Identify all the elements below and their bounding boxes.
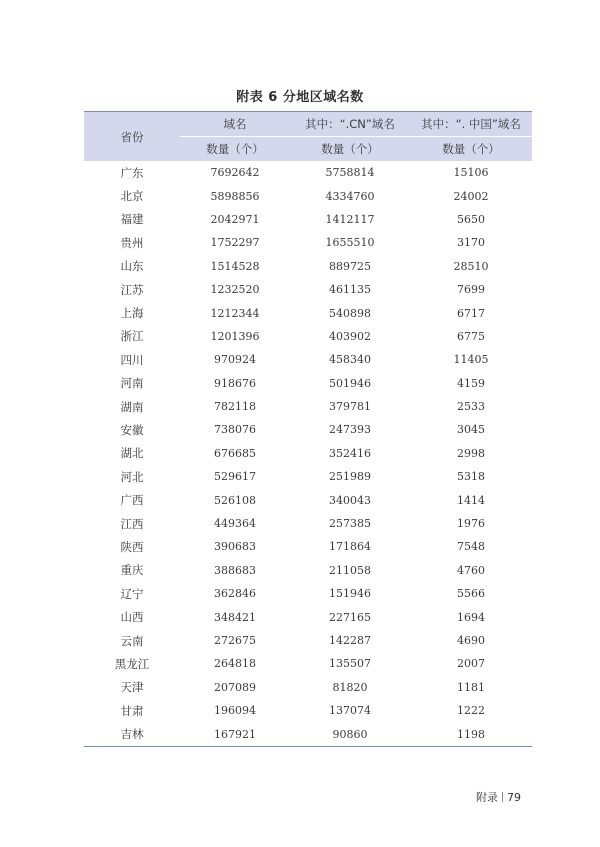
cn-domain-count-cell: 1412117 xyxy=(325,212,375,226)
domain-unit-header: 数量（个） xyxy=(180,137,290,162)
province-cell: 黑龙江 xyxy=(114,656,150,671)
province-cell: 辽宁 xyxy=(120,586,144,601)
province-cell: 云南 xyxy=(120,633,144,648)
domain-count-cell: 196094 xyxy=(214,704,256,718)
domain-count-cell: 918676 xyxy=(214,376,256,390)
province-cell: 安徽 xyxy=(120,422,144,437)
table-row xyxy=(84,512,532,535)
cn-domain-count-cell: 227165 xyxy=(329,610,371,624)
table-body xyxy=(84,161,532,746)
table-row xyxy=(84,231,532,254)
domain-count-cell: 388683 xyxy=(214,563,256,577)
zhongguo-domain-count-cell: 2007 xyxy=(457,657,485,671)
zhongguo-domain-count-cell: 24002 xyxy=(453,189,489,203)
table-row xyxy=(84,535,532,558)
cn-domain-count-cell: 4334760 xyxy=(325,189,375,203)
zhongguo-domain-count-cell: 4159 xyxy=(457,376,485,390)
cn-domain-count-cell: 211058 xyxy=(329,563,371,577)
domain-count-cell: 526108 xyxy=(214,493,256,507)
province-cell: 甘肃 xyxy=(120,703,144,718)
zhongguo-domain-count-cell: 15106 xyxy=(453,166,489,180)
footer-section: 附录 xyxy=(476,791,498,804)
domain-count-cell: 390683 xyxy=(214,540,256,554)
page-footer xyxy=(476,789,521,805)
domain-count-cell: 272675 xyxy=(214,634,256,647)
table-row xyxy=(84,652,532,675)
domain-count-cell: 7692642 xyxy=(210,166,260,180)
province-cell: 北京 xyxy=(120,189,144,204)
domain-count-cell: 5898856 xyxy=(210,189,260,203)
zhongguo-domain-count-cell: 5318 xyxy=(457,470,485,484)
table-row xyxy=(84,418,532,441)
domain-count-cell: 264818 xyxy=(214,657,256,671)
domain-count-cell: 167921 xyxy=(180,722,290,746)
table-row xyxy=(84,255,532,278)
province-header: 省份 xyxy=(84,112,180,162)
table-row xyxy=(84,325,532,348)
cn-domain-count-cell: 81820 xyxy=(332,680,368,694)
zhongguo-domain-count-cell: 4760 xyxy=(457,563,485,577)
cn-domain-count-cell: 1655510 xyxy=(325,236,375,250)
domain-count-cell: 1752297 xyxy=(210,236,260,250)
province-cell: 江西 xyxy=(120,516,144,531)
province-cell: 陕西 xyxy=(120,539,144,554)
province-cell: 广西 xyxy=(120,493,144,508)
province-cell: 浙江 xyxy=(120,329,144,344)
table-row xyxy=(84,372,532,395)
province-cell: 重庆 xyxy=(120,563,144,578)
domain-count-cell: 529617 xyxy=(214,470,256,484)
domain-count-cell: 449364 xyxy=(214,517,256,531)
zhongguo-domain-count-cell: 7699 xyxy=(457,283,485,297)
zhongguo-domain-count-cell: 5650 xyxy=(457,212,485,226)
footer-divider xyxy=(502,792,503,802)
zhongguo-domain-count-cell: 6775 xyxy=(457,329,485,343)
province-cell: 山东 xyxy=(120,259,144,274)
province-cell: 湖南 xyxy=(120,399,144,414)
table-row xyxy=(84,395,532,418)
cn-domain-count-cell: 257385 xyxy=(329,517,371,531)
cn-domain-count-cell: 247393 xyxy=(329,423,371,437)
domain-count-cell: 1232520 xyxy=(210,283,260,297)
zhongguo-domain-count-cell: 3170 xyxy=(457,236,485,250)
domain-count-cell: 782118 xyxy=(214,400,256,414)
table-header xyxy=(84,112,532,162)
domain-count-cell: 1514528 xyxy=(210,259,260,273)
domain-header: 域名 xyxy=(180,112,290,137)
zhongguo-domain-count-cell: 2533 xyxy=(457,400,485,414)
cn-domain-count-cell: 171864 xyxy=(329,540,371,554)
cn-domain-count-cell: 379781 xyxy=(329,400,371,414)
province-cell: 吉林 xyxy=(84,722,180,746)
cn-domain-unit-header: 数量（个） xyxy=(290,137,410,162)
zhongguo-domain-count-cell: 5566 xyxy=(457,587,485,601)
province-cell: 山西 xyxy=(120,610,144,625)
table-row xyxy=(84,184,532,207)
cn-domain-count-cell: 889725 xyxy=(329,259,371,273)
province-cell: 贵州 xyxy=(120,235,144,250)
cn-domain-count-cell: 135507 xyxy=(329,657,371,671)
domain-count-cell: 970924 xyxy=(214,353,256,367)
province-cell: 河南 xyxy=(120,376,144,391)
table-row xyxy=(84,442,532,465)
domain-count-cell: 738076 xyxy=(214,423,256,437)
cn-domain-count-cell: 142287 xyxy=(329,634,371,647)
zhongguo-domain-count-cell: 1414 xyxy=(457,493,485,507)
table-row xyxy=(84,161,532,184)
province-cell: 天津 xyxy=(120,680,144,695)
cn-domain-count-cell: 90860 xyxy=(290,722,410,746)
cn-domain-count-cell: 501946 xyxy=(329,376,371,390)
zhongguo-domain-count-cell: 4690 xyxy=(457,634,485,647)
zhongguo-domain-count-cell: 1222 xyxy=(457,704,485,718)
table-row xyxy=(84,208,532,231)
table-row xyxy=(84,348,532,371)
table-row xyxy=(84,582,532,605)
cn-domain-count-cell: 340043 xyxy=(329,493,371,507)
domain-count-cell: 1201396 xyxy=(210,329,260,343)
domain-count-cell: 348421 xyxy=(214,610,256,624)
table-row xyxy=(84,278,532,301)
domain-count-cell: 1212344 xyxy=(210,306,260,320)
zhongguo-domain-count-cell: 1694 xyxy=(457,610,485,624)
table-row xyxy=(84,559,532,582)
domain-by-region-table xyxy=(84,111,532,747)
cn-domain-count-cell: 458340 xyxy=(329,353,371,367)
cn-domain-count-cell: 461135 xyxy=(329,283,371,297)
province-cell: 河北 xyxy=(120,469,144,484)
cn-domain-count-cell: 137074 xyxy=(329,704,371,718)
province-cell: 上海 xyxy=(120,306,144,321)
table-row xyxy=(84,301,532,324)
zhongguo-domain-count-cell: 2998 xyxy=(457,446,485,460)
table-row xyxy=(84,605,532,628)
cn-domain-count-cell: 151946 xyxy=(329,587,371,601)
zhongguo-domain-count-cell: 6717 xyxy=(457,306,485,320)
cn-domain-count-cell: 540898 xyxy=(329,306,371,320)
zhongguo-domain-count-cell: 1181 xyxy=(457,680,485,694)
table-row xyxy=(84,629,532,652)
zhongguo-domain-count-cell: 1976 xyxy=(457,517,485,531)
table-row xyxy=(84,699,532,722)
cn-domain-count-cell: 352416 xyxy=(329,446,371,460)
cn-domain-count-cell: 251989 xyxy=(329,470,371,484)
cn-domain-header: 其中：“.CN”域名 xyxy=(290,112,410,137)
province-cell: 湖北 xyxy=(120,446,144,461)
table-title: 附表 6 分地区域名数 xyxy=(236,90,364,105)
page-number: 79 xyxy=(507,791,521,804)
domain-count-cell: 2042971 xyxy=(210,212,260,226)
cn-domain-count-cell: 403902 xyxy=(329,329,371,343)
province-cell: 广东 xyxy=(120,165,144,180)
domain-count-cell: 676685 xyxy=(214,446,256,460)
table-row xyxy=(84,488,532,511)
table-row xyxy=(84,676,532,699)
province-cell: 福建 xyxy=(120,212,144,227)
province-cell: 江苏 xyxy=(120,282,144,297)
table-row xyxy=(84,722,532,746)
zhongguo-domain-header: 其中：“. 中国”域名 xyxy=(410,112,532,137)
cn-domain-count-cell: 5758814 xyxy=(325,166,375,180)
zhongguo-domain-count-cell: 1198 xyxy=(410,722,532,746)
domain-count-cell: 207089 xyxy=(214,680,256,694)
zhongguo-domain-count-cell: 7548 xyxy=(457,540,485,554)
domain-count-cell: 362846 xyxy=(214,587,256,601)
zhongguo-domain-count-cell: 3045 xyxy=(457,423,485,437)
zhongguo-domain-count-cell: 28510 xyxy=(453,259,489,273)
province-cell: 四川 xyxy=(120,352,144,367)
table-row xyxy=(84,465,532,488)
zhongguo-domain-unit-header: 数量（个） xyxy=(410,137,532,162)
zhongguo-domain-count-cell: 11405 xyxy=(453,353,489,367)
